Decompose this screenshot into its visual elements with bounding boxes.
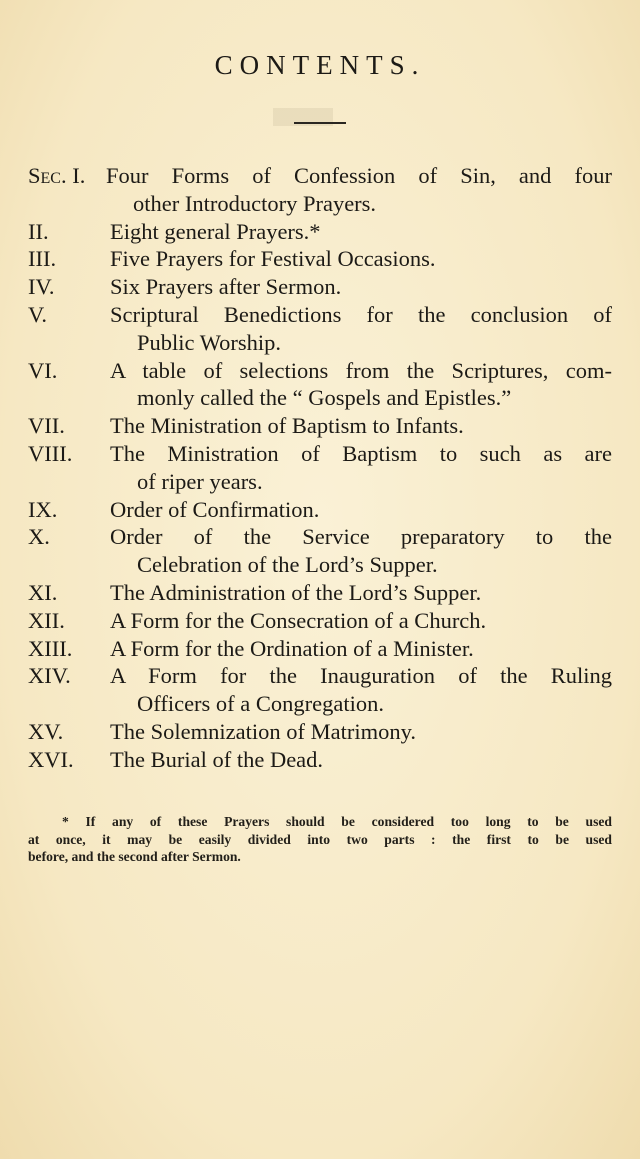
section-numeral-text: IV. [28,274,55,300]
toc-entry [28,607,612,635]
toc-entry [28,662,612,718]
section-numeral [28,301,110,357]
toc-entry [28,635,612,663]
footnote [28,813,612,866]
section-numeral-text: XIV. [28,663,71,689]
section-numeral-text: II. [28,218,49,244]
section-title [110,412,612,440]
section-title [110,607,612,635]
section-numeral [28,245,110,273]
toc-entry [28,746,612,774]
section-numeral [28,273,110,301]
section-title-line: Four Forms of Confession of Sin, and four [106,163,612,188]
section-numeral [28,607,110,635]
toc-entry [28,718,612,746]
section-title-line: Order of Confirmation. [110,496,320,522]
section-title [110,440,612,496]
toc-entry [28,440,612,496]
section-numeral [28,162,110,218]
section-title-line: The Ministration of Baptism to such as are [110,440,612,466]
section-title [110,245,612,273]
section-numeral-text: V. [28,301,47,327]
section-title-line: of riper years. [137,468,263,494]
section-title-line: monly called the “ Gospels and Epistles.” [137,385,512,411]
section-numeral-text: I. [72,163,86,188]
section-numeral-text: VI. [28,357,58,383]
section-title [110,746,612,774]
section-numeral [28,746,110,774]
section-title-line: Six Prayers after Sermon. [110,274,342,300]
toc-entry [28,218,612,246]
section-title-line: Five Prayers for Festival Occasions. [110,246,436,272]
section-prefix: Sec. [28,163,67,188]
toc-entry [28,357,612,413]
bleed-through-shadow: ▬ [273,73,367,139]
section-numeral [28,662,110,718]
toc-entry [28,162,612,218]
section-title-line: The Solemnization of Matrimony. [110,718,416,744]
section-title [110,718,612,746]
section-title [110,496,612,524]
section-title-line: other Introductory Prayers. [133,190,377,216]
title-rule [294,122,346,124]
toc-entry [28,301,612,357]
section-numeral [28,523,110,579]
section-title-line: Order of the Service preparatory to the [110,524,612,550]
section-title-line: Scriptural Benedictions for the conclusion of [110,301,612,327]
section-numeral [28,357,110,413]
section-title-line: The Burial of the Dead. [110,746,324,772]
toc-entry [28,579,612,607]
section-title-line: Celebration of the Lord’s Supper. [137,552,438,578]
section-title-line: The Administration of the Lord’s Supper. [110,579,482,605]
section-numeral-text: XIII. [28,635,73,661]
section-numeral-text: XVI. [28,746,74,772]
section-title-line: The Ministration of Baptism to Infants. [110,413,464,439]
footnote-line: at once, it may be easily divided into two parts : the first to be used [28,831,612,847]
section-title [110,301,612,357]
section-title-line: A Form for the Ordination of a Minister. [110,635,474,661]
section-title [110,579,612,607]
section-numeral-text: X. [28,524,50,550]
section-title [106,162,612,218]
section-numeral [28,718,110,746]
section-title-line: Eight general Prayers.* [110,218,321,244]
section-title [110,523,612,579]
section-numeral [28,218,110,246]
section-title [110,662,612,718]
toc-entry [28,523,612,579]
section-numeral [28,440,110,496]
section-numeral [28,496,110,524]
section-numeral-text: IX. [28,496,58,522]
contents-list [28,162,612,774]
section-title [110,357,612,413]
toc-entry [28,412,612,440]
footnote-line: before, and the second after Sermon. [28,849,241,864]
section-title-line: Officers of a Congregation. [137,691,385,717]
section-title-line: Public Worship. [137,329,282,355]
section-numeral-text: III. [28,246,57,272]
section-numeral-text: VII. [28,413,65,439]
section-title-line: A table of selections from the Scriptures, com- [110,357,612,383]
toc-entry [28,496,612,524]
page-title: CONTENTS. [214,50,426,80]
section-title [110,635,612,663]
section-numeral-text: XI. [28,579,58,605]
footnote-line: * If any of these Prayers should be considered too long to be used [62,814,612,829]
section-title-line: A Form for the Inauguration of the Ruling [110,663,612,689]
section-title-line: A Form for the Consecration of a Church. [110,607,487,633]
section-title [110,218,612,246]
section-title [110,273,612,301]
section-numeral [28,579,110,607]
section-numeral [28,412,110,440]
toc-entry [28,245,612,273]
section-numeral-text: XII. [28,607,65,633]
section-numeral-text: VIII. [28,440,73,466]
section-numeral [28,635,110,663]
toc-entry [28,273,612,301]
section-numeral-text: XV. [28,718,64,744]
